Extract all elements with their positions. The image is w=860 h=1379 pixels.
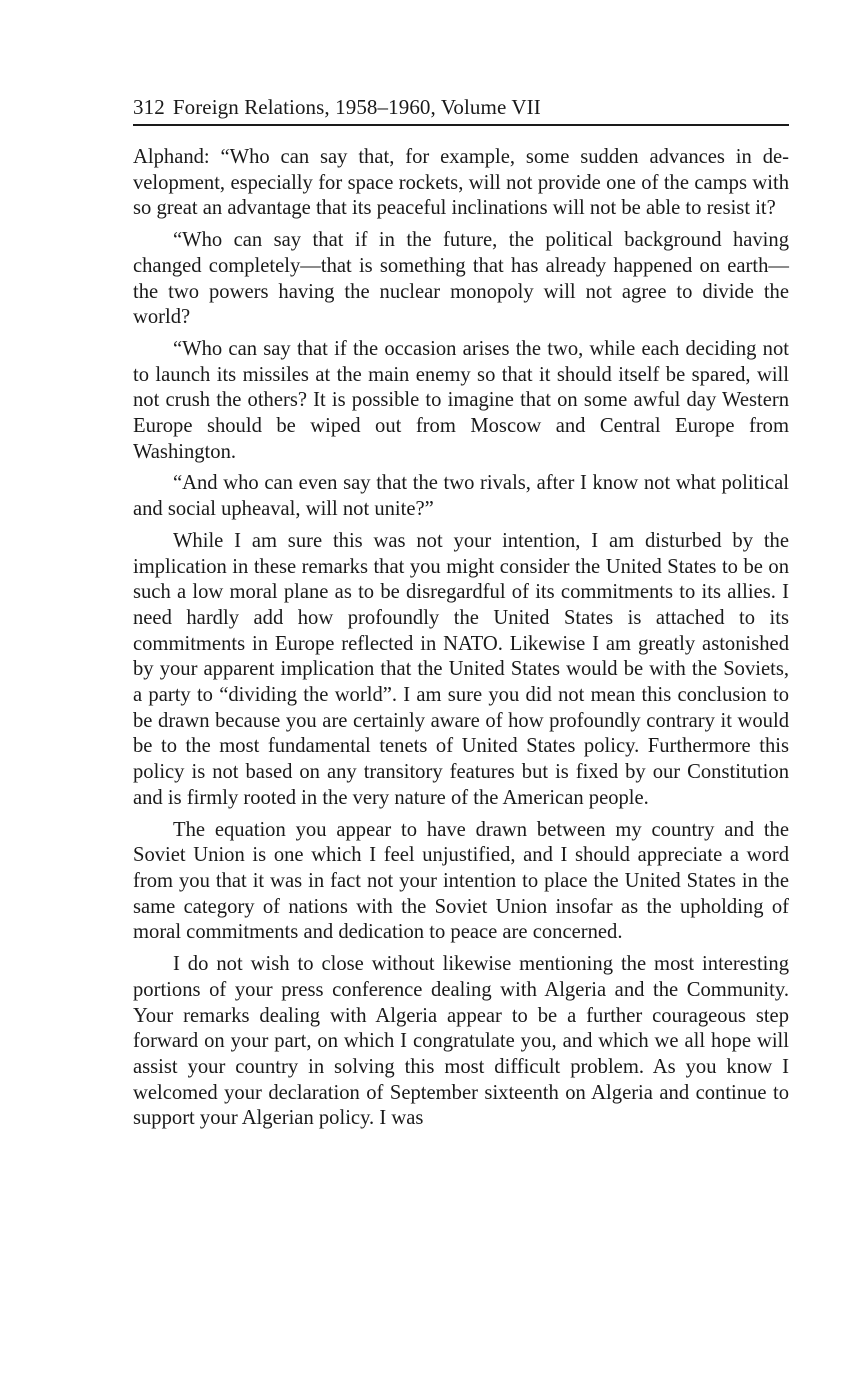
- running-header: [133, 92, 789, 126]
- page-number: 312: [133, 95, 165, 119]
- paragraph-equation: The equation you appear to have drawn between my country and the Soviet Union is one which I feel unjustified, and I should appreciate a word from you that it was in fact not your intention to place the United States in the same category of nations with the Soviet Union insofar as the upholding of moral commitments and dedication to peace are concerned.: [133, 818, 789, 944]
- paragraph-algeria: I do not wish to close without likewise mentioning the most interesting portions of your press conference dealing with Algeria and the Community. Your remarks dealing with Algeria appear to be a further courageous step forward on your part, on which I congratulate you, and which we all hope will assist your country in solving this most difficult problem. As you know I welcomed your declaration of September sixteenth on Algeria and continue to support your Algerian policy. I was: [133, 953, 789, 1130]
- body-text: [133, 145, 789, 1132]
- paragraph-divide-world: “Who can say that if in the future, the political background having changed completely—that is something that has already happened on earth—the two powers having the nuclear monopoly will not agree to divide the world?: [133, 229, 789, 329]
- paragraph-crush-others: “Who can say that if the occasion arises the two, while each deciding not to launch its missiles at the main enemy so that it should itself be spared, will not crush the others? It is possible to imagine that on some awful day Western Europe should be wiped out from Moscow and Central Europe from Washington.: [133, 337, 789, 463]
- paragraph-rivals-unite: “And who can even say that the two rivals, after I know not what political and social upheaval, will not unite?”: [133, 472, 789, 521]
- running-title: Foreign Relations, 1958–1960, Volume VII: [172, 95, 541, 119]
- paragraph-commitments: While I am sure this was not your intention, I am disturbed by the implication in these remarks that you might consider the United States to be on such a low moral plane as to be disregardful of its commitments to its allies. I need hardly add how profoundly the United States is attached to its commitments in Europe reflected in NATO. Likewise I am greatly astonished by your apparent implication that the United States would be with the Soviets, a party to “dividing the world”. I am sure you did not mean this conclusion to be drawn because you are certainly aware of how profoundly contrary it would be to the most fundamental tenets of United States policy. Furthermore this policy is not based on any transitory features but is fixed by our Constitution and is firmly rooted in the very nature of the American people.: [133, 529, 789, 809]
- document-page: [133, 92, 789, 1138]
- paragraph-alphand-quote: Alphand: “Who can say that, for example, some sudden advances in development, especially for space rockets, will not provide one of the camps with so great an advantage that its peaceful inclinations will not be able to resist it?: [133, 146, 789, 220]
